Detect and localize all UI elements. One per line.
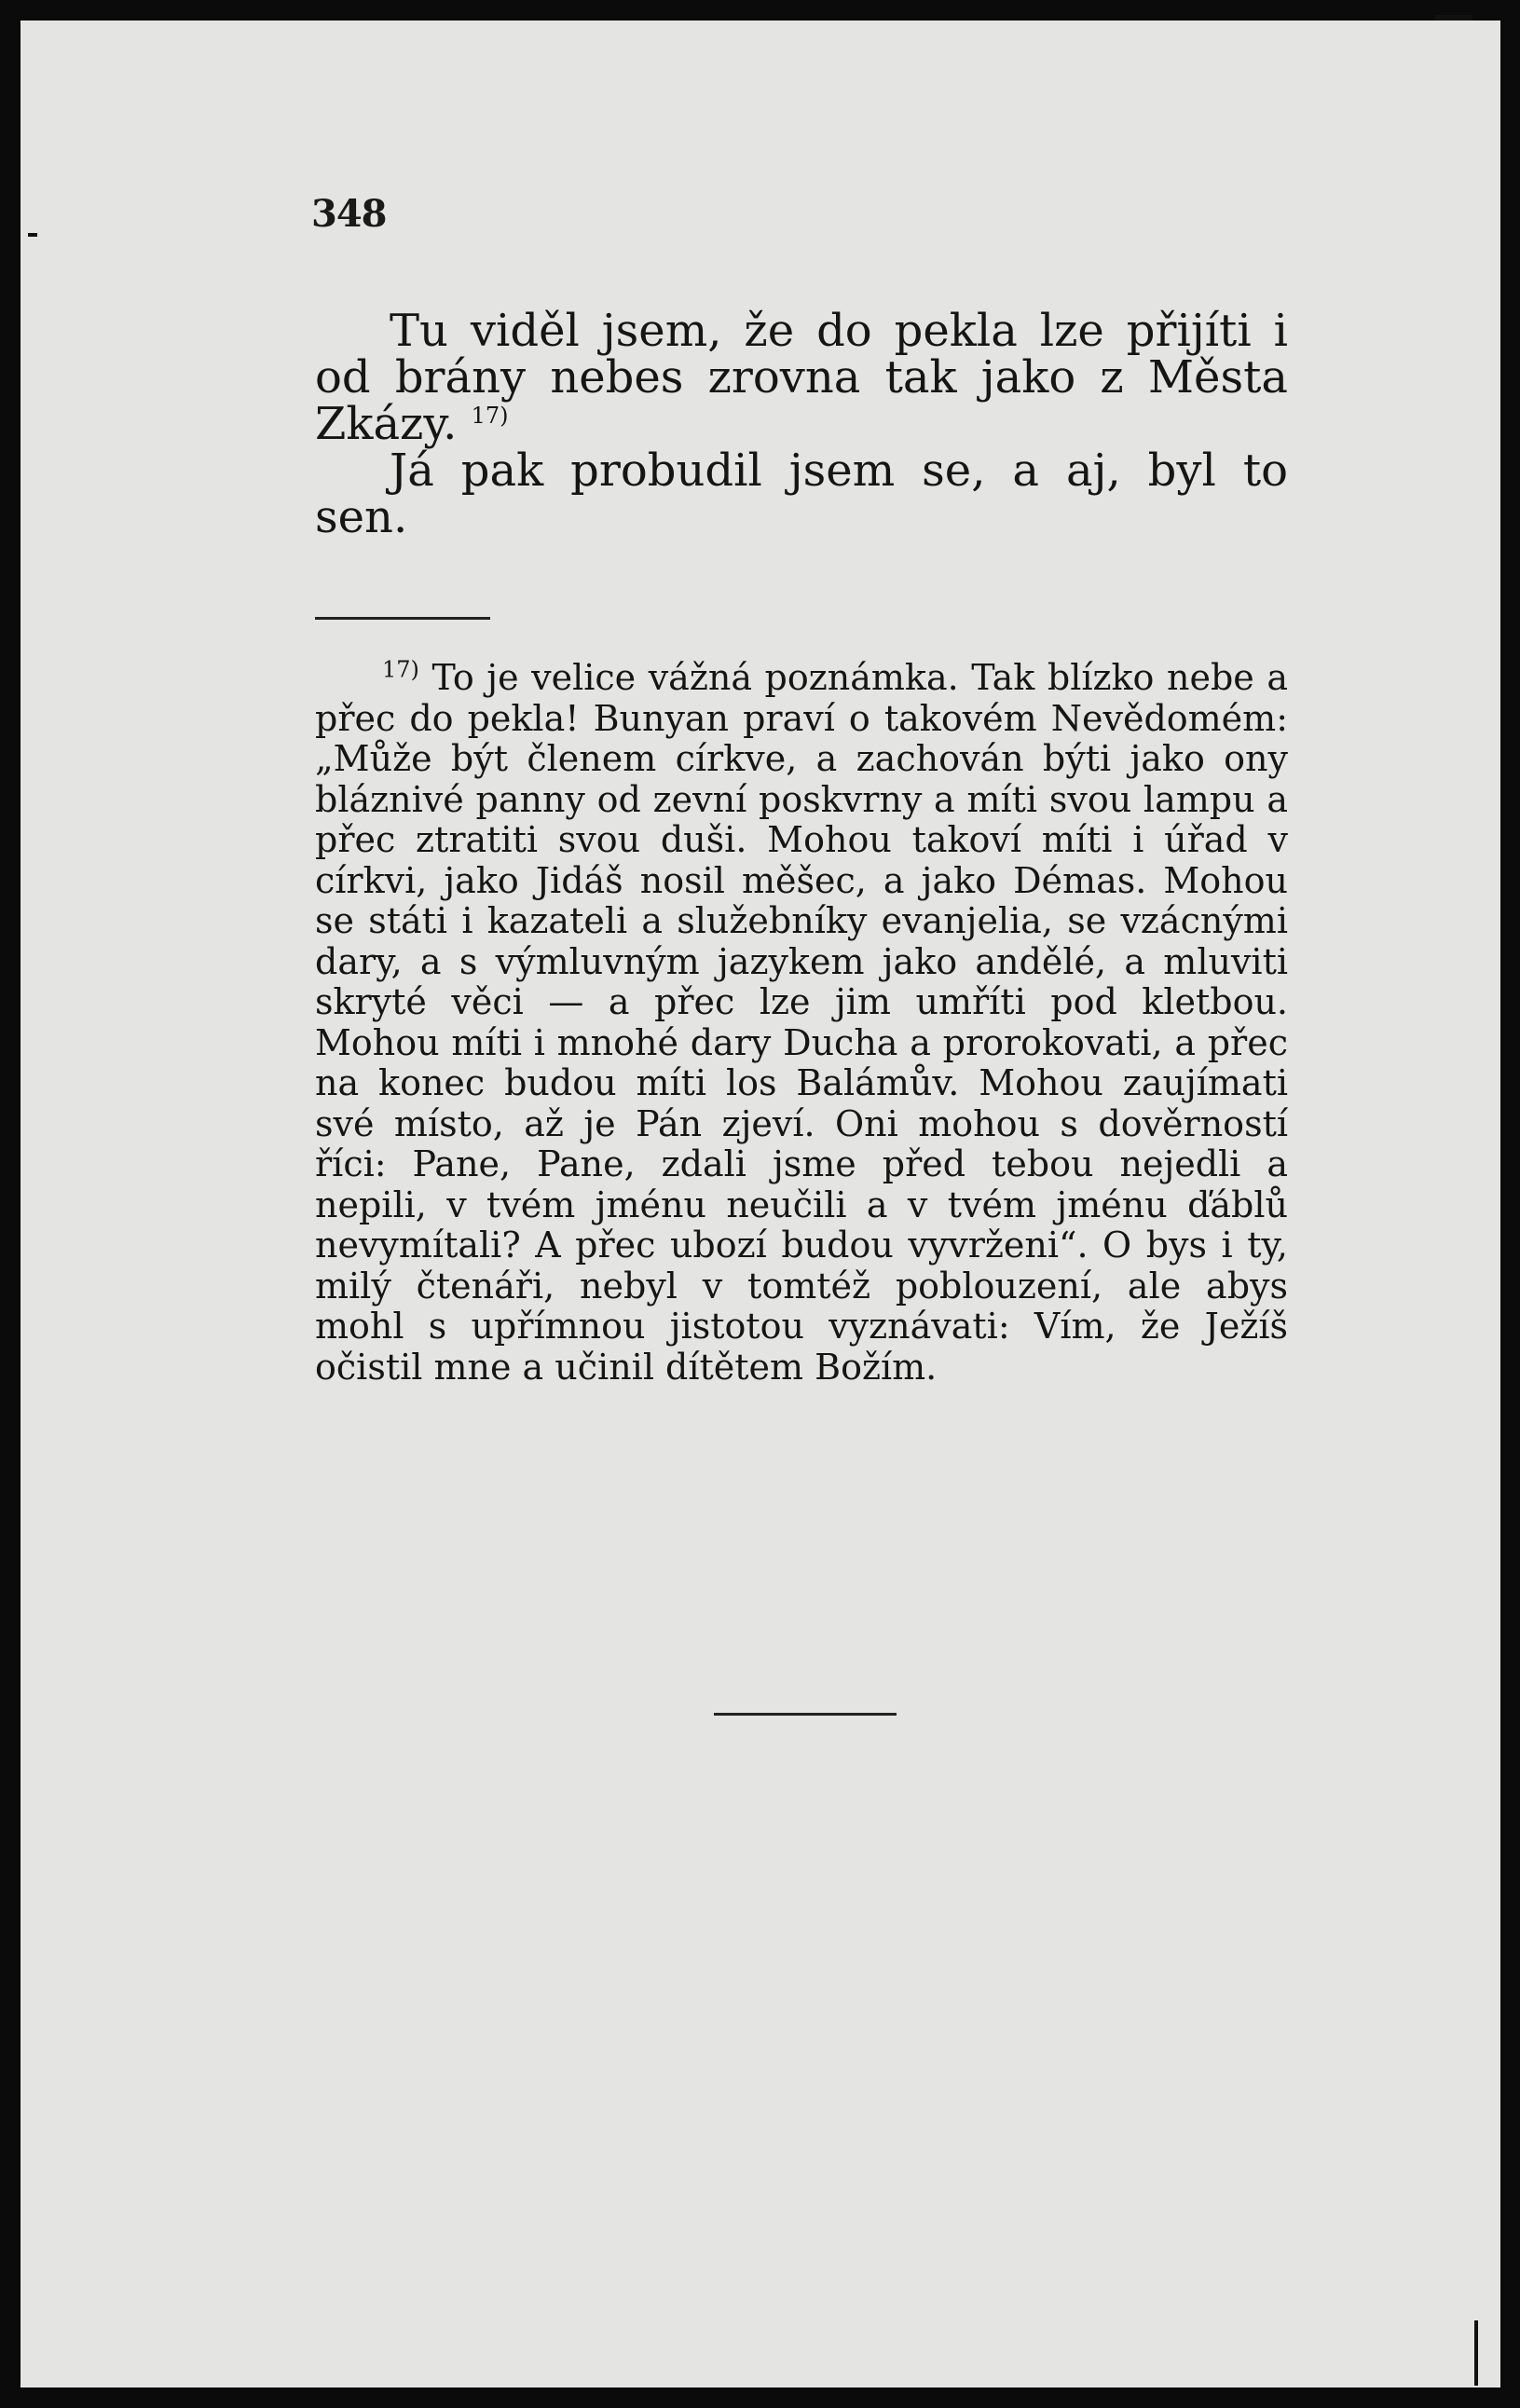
footnote-marker: 17) — [382, 656, 419, 683]
page-number: 348 — [311, 192, 387, 236]
footnote-text: To je velice vážná poznámka. Tak blízko nebe a přec do pekla! Bunyan praví o takovém Nevědomém: „Může být členem církve, a zachován býti jako ony bláznivé panny od zevní poskvrny a míti svou lampu a přec ztratiti svou duši. Mohou takoví míti i úřad v církvi, jako Jidáš nosil měšec, a jako Démas. Mohou se státi i kazateli a služebníky evanjelia, se vzácnými dary, a s výmluvným jazykem jako andělé, a mluviti skryté věci — a přec lze jim umříti pod kletbou. Mohou míti i mnohé dary Ducha a prorokovati, a přec na konec budou míti los Balámův. Mohou zaujímati své místo, až je Pán zjeví. Oni mohou s dověrností říci: Pane, Pane, zdali jsme před tebou nejedli a nepili, v tvém jménu neučili a v tvém jménu ďáblů nevymítali? A přec ubozí budou vyvrženi“. O bys i ty, milý čtenáři, nebyl v tomtéž poblouzení, ale abys mohl s upřímnou jistotou vyznávati: Vím, že Ježíš očistil mne a učinil dítětem Božím. — [315, 657, 1288, 1388]
edge-mark — [1435, 15, 1472, 21]
footnote-paragraph — [315, 658, 1288, 1388]
end-rule — [714, 1713, 897, 1716]
body-text — [315, 305, 1288, 543]
paragraph-1-text: Tu viděl jsem, že do pekla lze přijíti i od brány nebes zrovna tak jako z Města Zkázy. — [315, 305, 1288, 450]
footnote-divider — [315, 617, 490, 620]
edge-mark — [28, 233, 37, 237]
paragraph-2: Já pak probudil jsem se, a aj, byl to sen. — [315, 445, 1288, 543]
footnote-reference: 17) — [471, 403, 509, 429]
footnote — [315, 658, 1288, 1388]
paragraph-1 — [315, 305, 1288, 450]
edge-mark — [1474, 2320, 1478, 2386]
